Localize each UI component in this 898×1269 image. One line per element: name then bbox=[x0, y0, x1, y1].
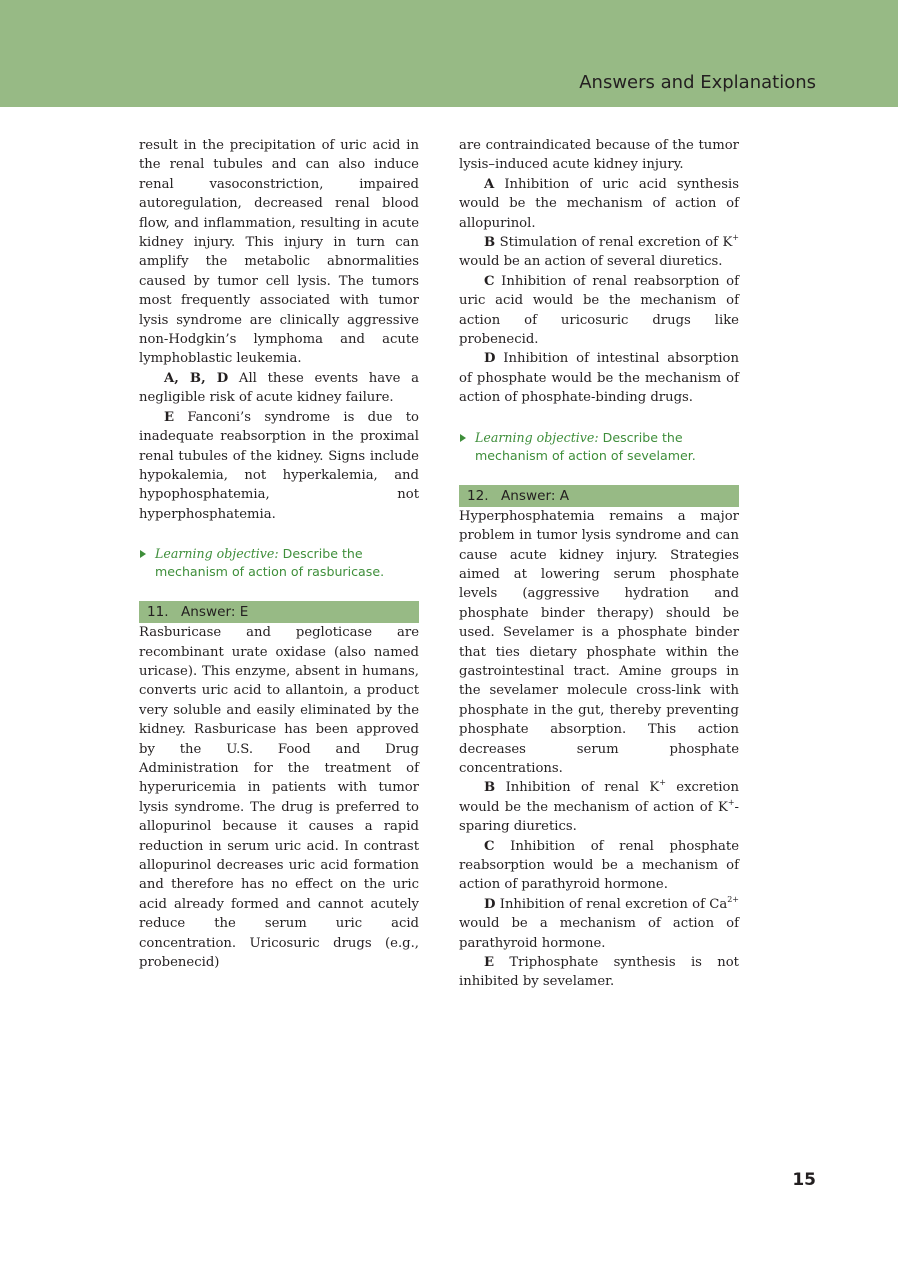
triangle-bullet-icon bbox=[460, 434, 466, 442]
learning-objective bbox=[459, 429, 739, 465]
option-letter: C bbox=[484, 838, 495, 854]
paragraph-text: Inhibition of renal K bbox=[495, 780, 660, 796]
paragraph-text: Inhibition of renal reabsorption of uric acid would be the mechanism of action of uricosuric drugs like probenecid. bbox=[459, 273, 739, 348]
superscript: + bbox=[659, 778, 666, 788]
paragraph: Hyperphosphatemia remains a major problem in tumor lysis syndrome and can cause acute kidney injury. Strategies aimed at lowering serum phosphate levels (aggressive hydration and phosphate binder therapy) should be used. Sevelamer is a phosphate binder that ties dietary phosphate within the gastrointestinal tract. Amine groups in the sevelamer molecule cross-link with phosphate in the gut, thereby preventing phosphate absorption. This action decreases serum phosphate concentrations. bbox=[459, 508, 739, 776]
option-letter: B bbox=[484, 235, 496, 251]
paragraph-text: Triphosphate synthesis is not inhibited by sevelamer. bbox=[459, 955, 739, 990]
paragraph bbox=[459, 837, 739, 895]
paragraph-text: Inhibition of intestinal absorption of phosphate would be the mechanism of action of phosphate-binding drugs. bbox=[459, 351, 739, 406]
paragraph bbox=[459, 778, 739, 836]
paragraph-text: Inhibition of renal phosphate reabsorption would be a mechanism of action of parathyroid hormone. bbox=[459, 838, 739, 893]
right-column bbox=[459, 136, 739, 992]
left-column bbox=[139, 136, 419, 972]
paragraph-text: Inhibition of renal excretion of Ca bbox=[495, 896, 728, 912]
paragraph-text: -sparing diuretics. bbox=[459, 799, 739, 835]
learning-objective bbox=[139, 545, 419, 581]
option-letters: A, B, D bbox=[164, 370, 229, 386]
answer-heading bbox=[459, 485, 739, 507]
option-letter: B bbox=[484, 780, 496, 796]
paragraph bbox=[459, 895, 739, 953]
option-letter: D bbox=[484, 351, 496, 367]
paragraph bbox=[459, 233, 739, 272]
objective-label: Learning objective: bbox=[155, 546, 279, 562]
superscript: + bbox=[727, 797, 735, 807]
option-letter: E bbox=[164, 409, 175, 425]
question-number: 11. bbox=[147, 604, 169, 621]
option-letter: C bbox=[484, 273, 495, 289]
paragraph bbox=[459, 175, 739, 233]
page-number: 15 bbox=[792, 1170, 816, 1190]
paragraph bbox=[459, 272, 739, 350]
superscript: + bbox=[732, 233, 739, 243]
paragraph: are contraindicated because of the tumor lysis–induced acute kidney injury. bbox=[459, 138, 739, 173]
paragraph-text: Fanconi’s syndrome is due to inadequate reabsorption in the proximal renal tubules of the kidney. Signs include hypokalemia, not hyperkalemia, and hypophosphatemia, not hyperphosphatemia. bbox=[139, 409, 419, 522]
objective-text: Describe the mechanism of action of sevelamer. bbox=[475, 429, 696, 463]
answer-label: Answer: E bbox=[181, 604, 249, 621]
objective-text: Describe the mechanism of action of rasburicase. bbox=[155, 546, 385, 580]
paragraph bbox=[459, 349, 739, 407]
paragraph-text: would be a mechanism of action of parathyroid hormone. bbox=[459, 916, 739, 951]
option-letter: D bbox=[484, 896, 496, 912]
question-number: 12. bbox=[467, 487, 489, 504]
answer-label: Answer: A bbox=[501, 487, 570, 504]
paragraph: result in the precipitation of uric acid in the renal tubules and can also induce renal vasoconstriction, impaired autoregulation, decreased renal blood flow, and inflammation, resulting in acute kidney injury. This injury in turn can amplify the metabolic abnormalities caused by tumor cell lysis. The tumors most frequently associated with tumor lysis syndrome are clinically aggressive non-Hodgkin’s lymphoma and acute lymphoblastic leukemia. bbox=[139, 138, 419, 367]
option-letter: E bbox=[484, 955, 495, 971]
paragraph: Rasburicase and pegloticase are recombinant urate oxidase (also named uricase). This enzyme, absent in humans, converts uric acid to allantoin, a product very soluble and easily eliminated by the kidney. Rasburicase has been approved by the U.S. Food and Drug Administration for the treatment of hyperuricemia in patients with tumor lysis syndrome. The drug is preferred to allopurinol because it causes a rapid reduction in serum uric acid. In contrast allopurinol decreases uric acid formation and therefore has no effect on the uric acid already formed and cannot acutely reduce the serum uric acid concentration. Uricosuric drugs (e.g., probenecid) bbox=[139, 625, 419, 971]
running-header-title: Answers and Explanations bbox=[579, 72, 816, 93]
paragraph-text: Stimulation of renal excretion of K bbox=[495, 235, 733, 251]
answer-heading bbox=[139, 601, 419, 623]
triangle-bullet-icon bbox=[140, 550, 146, 558]
paragraph bbox=[459, 953, 739, 992]
paragraph-text: All these events have a negligible risk of acute kidney failure. bbox=[139, 370, 419, 406]
paragraph-text: Inhibition of uric acid synthesis would be the mechanism of action of allopurinol. bbox=[459, 176, 739, 231]
paragraph-text: would be an action of several diuretics. bbox=[459, 254, 723, 270]
option-letter: A bbox=[484, 176, 495, 192]
paragraph bbox=[139, 408, 419, 524]
superscript: 2+ bbox=[727, 894, 739, 904]
paragraph bbox=[139, 369, 419, 408]
paragraph-text: excretion would be the mechanism of action of K bbox=[459, 780, 739, 815]
objective-label: Learning objective: bbox=[475, 429, 599, 445]
